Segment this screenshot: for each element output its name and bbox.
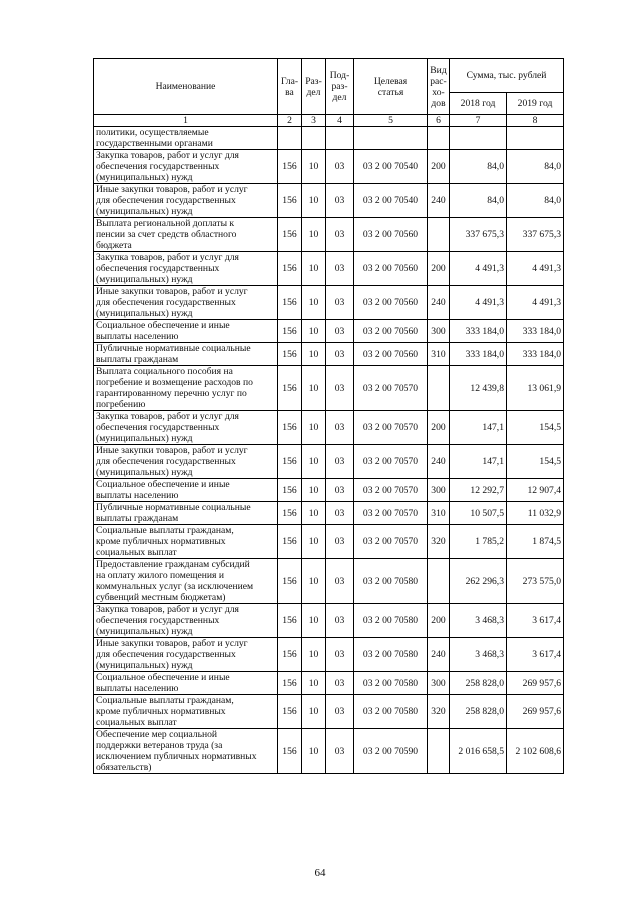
row-chapter: 156 (278, 729, 302, 774)
row-section: 10 (302, 445, 326, 479)
row-amount-2019 (507, 127, 564, 150)
row-section: 10 (302, 320, 326, 343)
row-amount-2018: 258 828,0 (450, 672, 507, 695)
table-row (94, 184, 564, 218)
row-amount-2019: 11 032,9 (507, 502, 564, 525)
row-amount-2019: 84,0 (507, 184, 564, 218)
column-number: 8 (507, 115, 564, 127)
header-chapter: Гла- ва (278, 59, 302, 115)
row-subsection: 03 (326, 286, 354, 320)
table-row (94, 286, 564, 320)
row-amount-2018: 258 828,0 (450, 695, 507, 729)
table-row (94, 127, 564, 150)
row-name: Иные закупки товаров, работ и услуг для обеспечения государственных (муниципальных) нужд (94, 638, 278, 672)
row-subsection: 03 (326, 252, 354, 286)
row-subsection (326, 127, 354, 150)
row-chapter: 156 (278, 366, 302, 411)
column-number: 7 (450, 115, 507, 127)
row-amount-2019: 4 491,3 (507, 286, 564, 320)
row-subsection: 03 (326, 479, 354, 502)
row-amount-2019: 333 184,0 (507, 343, 564, 366)
header-section: Раз- дел (302, 59, 326, 115)
table-row (94, 218, 564, 252)
row-amount-2018: 84,0 (450, 150, 507, 184)
row-amount-2018: 12 439,8 (450, 366, 507, 411)
table-row (94, 672, 564, 695)
column-number: 5 (354, 115, 428, 127)
row-target-article: 03 2 00 70570 (354, 366, 428, 411)
row-chapter: 156 (278, 502, 302, 525)
row-chapter: 156 (278, 184, 302, 218)
row-chapter: 156 (278, 604, 302, 638)
row-section: 10 (302, 184, 326, 218)
row-chapter: 156 (278, 252, 302, 286)
header-target-article: Целевая статья (354, 59, 428, 115)
row-expense-type: 200 (428, 150, 450, 184)
row-name: Публичные нормативные социальные выплаты гражданам (94, 502, 278, 525)
row-target-article: 03 2 00 70570 (354, 502, 428, 525)
row-expense-type: 240 (428, 445, 450, 479)
table-row (94, 604, 564, 638)
row-amount-2018: 1 785,2 (450, 525, 507, 559)
row-subsection: 03 (326, 320, 354, 343)
row-target-article: 03 2 00 70570 (354, 479, 428, 502)
row-section: 10 (302, 502, 326, 525)
row-name: Закупка товаров, работ и услуг для обеспечения государственных (муниципальных) нужд (94, 252, 278, 286)
row-subsection: 03 (326, 343, 354, 366)
header-expense-type: Вид рас- хо- дов (428, 59, 450, 115)
row-section: 10 (302, 729, 326, 774)
row-amount-2019: 333 184,0 (507, 320, 564, 343)
row-subsection: 03 (326, 366, 354, 411)
row-expense-type: 300 (428, 320, 450, 343)
row-subsection: 03 (326, 445, 354, 479)
row-chapter: 156 (278, 479, 302, 502)
row-amount-2019: 1 874,5 (507, 525, 564, 559)
row-chapter: 156 (278, 320, 302, 343)
row-amount-2019: 3 617,4 (507, 604, 564, 638)
row-section: 10 (302, 150, 326, 184)
header-amount: Сумма, тыс. рублей (450, 59, 564, 93)
row-chapter: 156 (278, 411, 302, 445)
row-section: 10 (302, 343, 326, 366)
row-chapter (278, 127, 302, 150)
row-subsection: 03 (326, 604, 354, 638)
row-subsection: 03 (326, 150, 354, 184)
row-section: 10 (302, 695, 326, 729)
column-number: 1 (94, 115, 278, 127)
column-number: 6 (428, 115, 450, 127)
row-expense-type: 310 (428, 343, 450, 366)
row-section: 10 (302, 638, 326, 672)
row-target-article: 03 2 00 70560 (354, 252, 428, 286)
row-name: Публичные нормативные социальные выплаты гражданам (94, 343, 278, 366)
table-body (94, 127, 564, 774)
row-subsection: 03 (326, 411, 354, 445)
row-amount-2018: 12 292,7 (450, 479, 507, 502)
row-amount-2018: 333 184,0 (450, 320, 507, 343)
row-target-article: 03 2 00 70560 (354, 320, 428, 343)
row-name: Социальные выплаты гражданам, кроме публичных нормативных социальных выплат (94, 525, 278, 559)
row-name: Закупка товаров, работ и услуг для обеспечения государственных (муниципальных) нужд (94, 411, 278, 445)
table-row (94, 559, 564, 604)
row-amount-2018: 3 468,3 (450, 604, 507, 638)
row-chapter: 156 (278, 559, 302, 604)
row-amount-2018: 2 016 658,5 (450, 729, 507, 774)
row-subsection: 03 (326, 672, 354, 695)
row-expense-type: 240 (428, 184, 450, 218)
row-subsection: 03 (326, 184, 354, 218)
row-amount-2019: 154,5 (507, 445, 564, 479)
row-amount-2018: 10 507,5 (450, 502, 507, 525)
row-expense-type (428, 729, 450, 774)
row-amount-2019: 154,5 (507, 411, 564, 445)
row-expense-type: 310 (428, 502, 450, 525)
row-subsection: 03 (326, 502, 354, 525)
header-name: Наименование (94, 59, 278, 115)
row-name: Иные закупки товаров, работ и услуг для обеспечения государственных (муниципальных) нужд (94, 184, 278, 218)
row-amount-2019: 273 575,0 (507, 559, 564, 604)
row-name: Социальное обеспечение и иные выплаты населению (94, 672, 278, 695)
row-target-article: 03 2 00 70540 (354, 184, 428, 218)
header-subsection: Под- раз- дел (326, 59, 354, 115)
row-chapter: 156 (278, 445, 302, 479)
row-expense-type: 240 (428, 638, 450, 672)
row-target-article: 03 2 00 70560 (354, 218, 428, 252)
row-section: 10 (302, 252, 326, 286)
row-chapter: 156 (278, 638, 302, 672)
row-amount-2019: 3 617,4 (507, 638, 564, 672)
row-name: Социальное обеспечение и иные выплаты населению (94, 320, 278, 343)
row-target-article: 03 2 00 70570 (354, 525, 428, 559)
row-amount-2018: 4 491,3 (450, 252, 507, 286)
row-amount-2018: 3 468,3 (450, 638, 507, 672)
row-chapter: 156 (278, 695, 302, 729)
row-target-article: 03 2 00 70580 (354, 604, 428, 638)
row-name: политики, осуществляемые государственными органами (94, 127, 278, 150)
row-chapter: 156 (278, 343, 302, 366)
row-amount-2018: 4 491,3 (450, 286, 507, 320)
row-amount-2019: 269 957,6 (507, 672, 564, 695)
row-section: 10 (302, 366, 326, 411)
row-name: Выплата региональной доплаты к пенсии за счет средств областного бюджета (94, 218, 278, 252)
row-amount-2019: 12 907,4 (507, 479, 564, 502)
row-name: Социальное обеспечение и иные выплаты населению (94, 479, 278, 502)
row-target-article: 03 2 00 70570 (354, 445, 428, 479)
row-subsection: 03 (326, 695, 354, 729)
row-amount-2019: 84,0 (507, 150, 564, 184)
row-name: Иные закупки товаров, работ и услуг для обеспечения государственных (муниципальных) нужд (94, 445, 278, 479)
table-row (94, 525, 564, 559)
row-subsection: 03 (326, 729, 354, 774)
row-amount-2019: 269 957,6 (507, 695, 564, 729)
row-amount-2019: 337 675,3 (507, 218, 564, 252)
row-chapter: 156 (278, 672, 302, 695)
row-chapter: 156 (278, 150, 302, 184)
row-amount-2018: 147,1 (450, 445, 507, 479)
row-expense-type: 320 (428, 695, 450, 729)
row-expense-type: 200 (428, 604, 450, 638)
row-chapter: 156 (278, 525, 302, 559)
column-number: 2 (278, 115, 302, 127)
table-row (94, 445, 564, 479)
row-section: 10 (302, 604, 326, 638)
row-name: Обеспечение мер социальной поддержки ветеранов труда (за исключением публичных нормативных обязательств) (94, 729, 278, 774)
row-name: Закупка товаров, работ и услуг для обеспечения государственных (муниципальных) нужд (94, 604, 278, 638)
column-number: 4 (326, 115, 354, 127)
row-expense-type: 300 (428, 672, 450, 695)
row-expense-type: 200 (428, 411, 450, 445)
row-expense-type (428, 366, 450, 411)
row-target-article: 03 2 00 70590 (354, 729, 428, 774)
row-subsection: 03 (326, 559, 354, 604)
table-row (94, 479, 564, 502)
row-target-article: 03 2 00 70540 (354, 150, 428, 184)
row-amount-2018 (450, 127, 507, 150)
row-expense-type: 200 (428, 252, 450, 286)
row-amount-2019: 2 102 608,6 (507, 729, 564, 774)
row-target-article: 03 2 00 70560 (354, 343, 428, 366)
row-expense-type: 320 (428, 525, 450, 559)
row-expense-type (428, 218, 450, 252)
row-section: 10 (302, 218, 326, 252)
row-amount-2019: 4 491,3 (507, 252, 564, 286)
row-name: Иные закупки товаров, работ и услуг для обеспечения государственных (муниципальных) нужд (94, 286, 278, 320)
header-year-2019: 2019 год (507, 93, 564, 115)
table-row (94, 343, 564, 366)
table-row (94, 252, 564, 286)
row-target-article: 03 2 00 70580 (354, 695, 428, 729)
row-target-article: 03 2 00 70580 (354, 638, 428, 672)
row-section: 10 (302, 559, 326, 604)
row-expense-type: 240 (428, 286, 450, 320)
header-year-2018: 2018 год (450, 93, 507, 115)
row-section: 10 (302, 525, 326, 559)
table-row (94, 150, 564, 184)
row-section: 10 (302, 286, 326, 320)
page-number: 64 (314, 867, 326, 879)
budget-table (93, 58, 564, 774)
row-target-article: 03 2 00 70570 (354, 411, 428, 445)
row-amount-2018: 262 296,3 (450, 559, 507, 604)
column-number: 3 (302, 115, 326, 127)
table-row (94, 695, 564, 729)
row-expense-type (428, 127, 450, 150)
table-row (94, 638, 564, 672)
row-expense-type (428, 559, 450, 604)
row-expense-type: 300 (428, 479, 450, 502)
row-target-article: 03 2 00 70560 (354, 286, 428, 320)
row-section: 10 (302, 479, 326, 502)
row-subsection: 03 (326, 218, 354, 252)
table-row (94, 729, 564, 774)
row-amount-2018: 147,1 (450, 411, 507, 445)
row-chapter: 156 (278, 286, 302, 320)
row-subsection: 03 (326, 638, 354, 672)
row-target-article (354, 127, 428, 150)
row-target-article: 03 2 00 70580 (354, 559, 428, 604)
row-section: 10 (302, 672, 326, 695)
row-subsection: 03 (326, 525, 354, 559)
table-row (94, 411, 564, 445)
row-amount-2018: 337 675,3 (450, 218, 507, 252)
row-amount-2018: 84,0 (450, 184, 507, 218)
table-row (94, 320, 564, 343)
row-section: 10 (302, 411, 326, 445)
row-section (302, 127, 326, 150)
row-amount-2019: 13 061,9 (507, 366, 564, 411)
row-amount-2018: 333 184,0 (450, 343, 507, 366)
row-target-article: 03 2 00 70580 (354, 672, 428, 695)
row-name: Социальные выплаты гражданам, кроме публичных нормативных социальных выплат (94, 695, 278, 729)
row-chapter: 156 (278, 218, 302, 252)
table-row (94, 502, 564, 525)
row-name: Предоставление гражданам субсидий на оплату жилого помещения и коммунальных услуг (за исключением субвенций местным бюджетам) (94, 559, 278, 604)
row-name: Закупка товаров, работ и услуг для обеспечения государственных (муниципальных) нужд (94, 150, 278, 184)
row-name: Выплата социального пособия на погребение и возмещение расходов по гарантированному перечню услуг по погребению (94, 366, 278, 411)
table-row (94, 366, 564, 411)
